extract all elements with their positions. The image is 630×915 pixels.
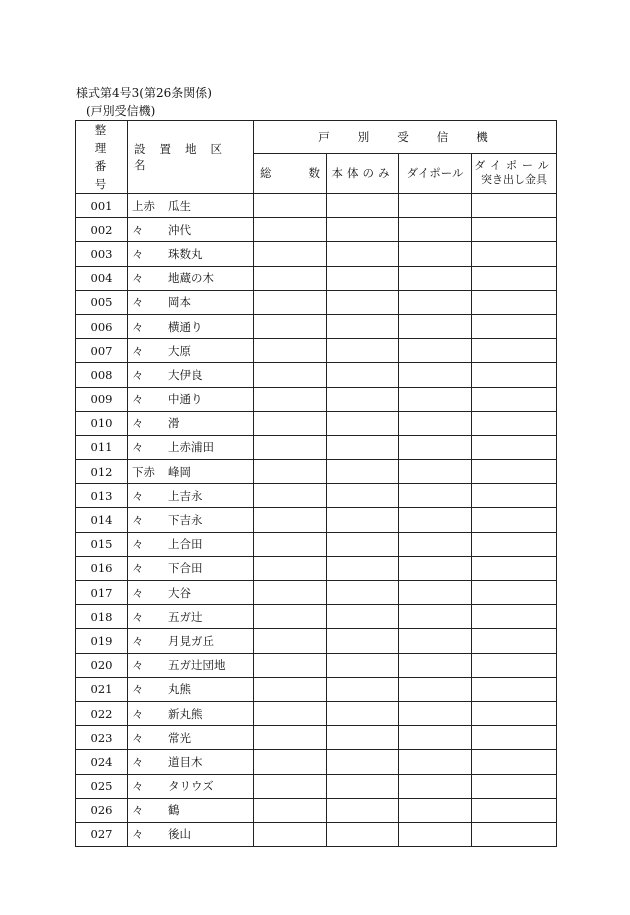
cell-dipole-bracket[interactable]: [472, 605, 557, 629]
row-location-name: 珠数丸: [168, 246, 203, 261]
form-title: 様式第4号3(第26条関係): [76, 86, 212, 100]
cell-dipole[interactable]: [399, 314, 472, 338]
row-location-prefix: 々: [132, 367, 144, 382]
row-number: 025: [76, 774, 128, 798]
row-location-name: 新丸熊: [168, 706, 203, 721]
row-location: [128, 701, 254, 725]
row-location: [128, 363, 254, 387]
cell-total[interactable]: [254, 798, 327, 822]
form-subtitle: (戸別受信機): [86, 104, 156, 118]
cell-body-only[interactable]: [327, 798, 399, 822]
cell-body-only[interactable]: [327, 290, 399, 314]
row-location-prefix: 々: [132, 537, 144, 552]
cell-total[interactable]: [254, 363, 327, 387]
row-location-prefix: 々: [132, 803, 144, 818]
table-row: [76, 242, 557, 266]
cell-body-only[interactable]: [327, 411, 399, 435]
row-location-prefix: 々: [132, 488, 144, 503]
cell-total[interactable]: [254, 218, 327, 242]
cell-total[interactable]: [254, 677, 327, 701]
row-location: [128, 339, 254, 363]
header-number-line1: 整 理: [94, 123, 121, 155]
table-row: [76, 822, 557, 846]
cell-total[interactable]: [254, 556, 327, 580]
row-location-name: 大伊良: [168, 367, 203, 382]
cell-dipole[interactable]: [399, 484, 472, 508]
cell-total[interactable]: [254, 726, 327, 750]
row-number: 019: [76, 629, 128, 653]
row-location-name: 岡本: [168, 295, 191, 310]
cell-total[interactable]: [254, 484, 327, 508]
header-total-left: 総: [260, 166, 272, 181]
cell-body-only[interactable]: [327, 194, 399, 218]
row-location: [128, 605, 254, 629]
row-location-prefix: 々: [132, 754, 144, 769]
cell-dipole[interactable]: [399, 339, 472, 363]
row-location: [128, 629, 254, 653]
cell-total[interactable]: [254, 532, 327, 556]
cell-dipole-bracket[interactable]: [472, 435, 557, 459]
row-location-prefix: 々: [132, 416, 144, 431]
cell-dipole[interactable]: [399, 701, 472, 725]
cell-total[interactable]: [254, 339, 327, 363]
cell-dipole[interactable]: [399, 242, 472, 266]
cell-body-only[interactable]: [327, 484, 399, 508]
cell-total[interactable]: [254, 194, 327, 218]
table-row: [76, 605, 557, 629]
row-location-prefix: 々: [132, 440, 144, 455]
row-number: 002: [76, 218, 128, 242]
cell-body-only[interactable]: [327, 339, 399, 363]
cell-dipole-bracket[interactable]: [472, 194, 557, 218]
row-location: [128, 266, 254, 290]
row-location-name: 道目木: [168, 754, 203, 769]
cell-body-only[interactable]: [327, 266, 399, 290]
cell-body-only[interactable]: [327, 822, 399, 846]
row-location-name: タリウズ: [168, 779, 214, 794]
cell-total[interactable]: [254, 387, 327, 411]
row-location-prefix: 々: [132, 682, 144, 697]
cell-dipole[interactable]: [399, 653, 472, 677]
cell-dipole[interactable]: [399, 218, 472, 242]
row-location-name: 下合田: [168, 561, 203, 576]
cell-total[interactable]: [254, 290, 327, 314]
cell-dipole[interactable]: [399, 726, 472, 750]
cell-dipole-bracket[interactable]: [472, 556, 557, 580]
row-location-prefix: 々: [132, 658, 144, 673]
row-location: [128, 411, 254, 435]
cell-dipole-bracket[interactable]: [472, 581, 557, 605]
table-row: [76, 677, 557, 701]
cell-dipole[interactable]: [399, 194, 472, 218]
table-row: [76, 218, 557, 242]
cell-dipole-bracket[interactable]: [472, 411, 557, 435]
table-row: [76, 435, 557, 459]
table-row: [76, 290, 557, 314]
cell-dipole-bracket[interactable]: [472, 532, 557, 556]
row-number: 018: [76, 605, 128, 629]
cell-dipole[interactable]: [399, 435, 472, 459]
row-number: 014: [76, 508, 128, 532]
table-row: [76, 653, 557, 677]
row-location-prefix: 々: [132, 585, 144, 600]
cell-dipole[interactable]: [399, 798, 472, 822]
row-number: 021: [76, 677, 128, 701]
table-row: [76, 532, 557, 556]
cell-body-only[interactable]: [327, 677, 399, 701]
cell-dipole-bracket[interactable]: [472, 242, 557, 266]
row-location-name: 滑: [168, 416, 180, 431]
row-location-prefix: 々: [132, 730, 144, 745]
row-number: 001: [76, 194, 128, 218]
cell-dipole[interactable]: [399, 266, 472, 290]
cell-dipole[interactable]: [399, 387, 472, 411]
cell-total[interactable]: [254, 581, 327, 605]
row-number: 005: [76, 290, 128, 314]
cell-body-only[interactable]: [327, 605, 399, 629]
cell-dipole[interactable]: [399, 460, 472, 484]
row-location-name: 地蔵の木: [168, 271, 214, 286]
row-location-prefix: 上赤: [132, 198, 155, 213]
table-row: [76, 629, 557, 653]
receiver-table: [75, 120, 557, 847]
header-body-only: 本体のみ: [327, 153, 399, 193]
row-location-prefix: 々: [132, 271, 144, 286]
row-location: [128, 218, 254, 242]
cell-dipole[interactable]: [399, 822, 472, 846]
table-row: [76, 508, 557, 532]
cell-body-only[interactable]: [327, 726, 399, 750]
cell-body-only[interactable]: [327, 581, 399, 605]
row-location-name: 五ガ辻団地: [168, 658, 226, 673]
row-location: [128, 194, 254, 218]
row-location: [128, 653, 254, 677]
row-number: 015: [76, 532, 128, 556]
row-location: [128, 581, 254, 605]
row-number: 010: [76, 411, 128, 435]
cell-total[interactable]: [254, 435, 327, 459]
row-number: 027: [76, 822, 128, 846]
cell-body-only[interactable]: [327, 532, 399, 556]
row-number: 012: [76, 460, 128, 484]
row-location-name: 横通り: [168, 319, 203, 334]
row-location: [128, 822, 254, 846]
cell-dipole-bracket[interactable]: [472, 387, 557, 411]
row-number: 020: [76, 653, 128, 677]
row-number: 013: [76, 484, 128, 508]
table-row: [76, 556, 557, 580]
row-number: 009: [76, 387, 128, 411]
cell-dipole-bracket[interactable]: [472, 822, 557, 846]
header-total-right: 数: [308, 166, 320, 181]
cell-total[interactable]: [254, 508, 327, 532]
cell-dipole-bracket[interactable]: [472, 508, 557, 532]
table-row: [76, 266, 557, 290]
cell-dipole-bracket[interactable]: [472, 339, 557, 363]
cell-dipole[interactable]: [399, 581, 472, 605]
row-location-name: 中通り: [168, 392, 203, 407]
row-location-name: 月見ガ丘: [168, 633, 214, 648]
row-location-name: 上吉永: [168, 488, 203, 503]
row-location: [128, 508, 254, 532]
row-location-name: 峰岡: [168, 464, 191, 479]
cell-body-only[interactable]: [327, 242, 399, 266]
table-row: [76, 460, 557, 484]
row-location-name: 大谷: [168, 585, 191, 600]
row-location-name: 瓜生: [168, 198, 191, 213]
row-location-prefix: 々: [132, 343, 144, 358]
cell-dipole[interactable]: [399, 629, 472, 653]
row-number: 004: [76, 266, 128, 290]
cell-body-only[interactable]: [327, 218, 399, 242]
row-location-prefix: 々: [132, 295, 144, 310]
cell-dipole-bracket[interactable]: [472, 726, 557, 750]
cell-dipole-bracket[interactable]: [472, 774, 557, 798]
cell-total[interactable]: [254, 460, 327, 484]
header-dipole-bracket-line1: ダイポール: [474, 159, 554, 173]
cell-dipole-bracket[interactable]: [472, 363, 557, 387]
cell-body-only[interactable]: [327, 629, 399, 653]
cell-dipole[interactable]: [399, 774, 472, 798]
row-number: 011: [76, 435, 128, 459]
table-row: [76, 581, 557, 605]
row-number: 017: [76, 581, 128, 605]
row-location-prefix: 々: [132, 561, 144, 576]
row-location: [128, 750, 254, 774]
cell-dipole[interactable]: [399, 363, 472, 387]
header-location: 設置地区名: [128, 121, 254, 194]
row-location: [128, 290, 254, 314]
row-location: [128, 532, 254, 556]
table-row: [76, 314, 557, 338]
table-row: [76, 774, 557, 798]
cell-body-only[interactable]: [327, 363, 399, 387]
row-location-name: 丸熊: [168, 682, 191, 697]
cell-body-only[interactable]: [327, 435, 399, 459]
cell-dipole[interactable]: [399, 532, 472, 556]
table-row: [76, 363, 557, 387]
cell-dipole-bracket[interactable]: [472, 290, 557, 314]
cell-body-only[interactable]: [327, 314, 399, 338]
cell-dipole[interactable]: [399, 290, 472, 314]
cell-dipole-bracket[interactable]: [472, 629, 557, 653]
table-row: [76, 387, 557, 411]
cell-dipole[interactable]: [399, 677, 472, 701]
table-row: [76, 750, 557, 774]
row-location-name: 後山: [168, 827, 191, 842]
row-location-prefix: 々: [132, 513, 144, 528]
cell-dipole-bracket[interactable]: [472, 460, 557, 484]
row-location-prefix: 々: [132, 609, 144, 624]
header-dipole: ダイポール: [399, 153, 472, 193]
cell-dipole[interactable]: [399, 556, 472, 580]
cell-total[interactable]: [254, 314, 327, 338]
header-dipole-bracket: [472, 153, 557, 193]
table-row: [76, 411, 557, 435]
cell-dipole-bracket[interactable]: [472, 798, 557, 822]
row-location-prefix: 々: [132, 827, 144, 842]
table-row: [76, 194, 557, 218]
row-location: [128, 798, 254, 822]
cell-body-only[interactable]: [327, 556, 399, 580]
row-location-prefix: 々: [132, 633, 144, 648]
row-location: [128, 726, 254, 750]
cell-body-only[interactable]: [327, 460, 399, 484]
header-receiver-group: 戸別受信機: [254, 121, 557, 154]
row-location: [128, 556, 254, 580]
row-location: [128, 677, 254, 701]
cell-dipole-bracket[interactable]: [472, 750, 557, 774]
cell-total[interactable]: [254, 242, 327, 266]
table-row: [76, 484, 557, 508]
row-location-prefix: 下赤: [132, 464, 155, 479]
row-location-name: 沖代: [168, 222, 191, 237]
row-location: [128, 387, 254, 411]
cell-body-only[interactable]: [327, 387, 399, 411]
row-location: [128, 774, 254, 798]
row-location: [128, 484, 254, 508]
row-location-prefix: 々: [132, 246, 144, 261]
table-row: [76, 701, 557, 725]
cell-dipole-bracket[interactable]: [472, 314, 557, 338]
cell-total[interactable]: [254, 750, 327, 774]
row-number: 024: [76, 750, 128, 774]
cell-dipole-bracket[interactable]: [472, 677, 557, 701]
cell-dipole-bracket[interactable]: [472, 218, 557, 242]
cell-dipole[interactable]: [399, 750, 472, 774]
cell-dipole-bracket[interactable]: [472, 484, 557, 508]
row-number: 026: [76, 798, 128, 822]
row-number: 023: [76, 726, 128, 750]
cell-dipole-bracket[interactable]: [472, 701, 557, 725]
row-number: 022: [76, 701, 128, 725]
cell-total[interactable]: [254, 411, 327, 435]
row-location-name: 常光: [168, 730, 191, 745]
cell-dipole[interactable]: [399, 508, 472, 532]
row-location-name: 大原: [168, 343, 191, 358]
cell-body-only[interactable]: [327, 653, 399, 677]
cell-body-only[interactable]: [327, 774, 399, 798]
row-location: [128, 242, 254, 266]
cell-total[interactable]: [254, 774, 327, 798]
row-location-name: 下吉永: [168, 513, 203, 528]
row-location-prefix: 々: [132, 779, 144, 794]
header-dipole-bracket-line2: 突き出し金具: [481, 173, 547, 187]
cell-dipole-bracket[interactable]: [472, 653, 557, 677]
table-body: [76, 194, 557, 847]
row-location-name: 上赤浦田: [168, 440, 214, 455]
cell-total[interactable]: [254, 701, 327, 725]
row-location-name: 上合田: [168, 537, 203, 552]
row-location-prefix: 々: [132, 222, 144, 237]
row-number: 008: [76, 363, 128, 387]
cell-total[interactable]: [254, 822, 327, 846]
row-location-prefix: 々: [132, 706, 144, 721]
row-number: 006: [76, 314, 128, 338]
row-number: 007: [76, 339, 128, 363]
cell-total[interactable]: [254, 266, 327, 290]
header-number: [76, 121, 128, 194]
row-location-name: 五ガ辻: [168, 609, 203, 624]
row-number: 003: [76, 242, 128, 266]
cell-body-only[interactable]: [327, 701, 399, 725]
header-total: [254, 153, 327, 193]
row-location-name: 鶴: [168, 803, 180, 818]
cell-total[interactable]: [254, 605, 327, 629]
row-location-prefix: 々: [132, 319, 144, 334]
cell-total[interactable]: [254, 629, 327, 653]
cell-body-only[interactable]: [327, 508, 399, 532]
cell-dipole[interactable]: [399, 411, 472, 435]
cell-body-only[interactable]: [327, 750, 399, 774]
row-location: [128, 460, 254, 484]
cell-dipole[interactable]: [399, 605, 472, 629]
row-location: [128, 435, 254, 459]
row-number: 016: [76, 556, 128, 580]
table-row: [76, 798, 557, 822]
row-location-prefix: 々: [132, 392, 144, 407]
table-row: [76, 726, 557, 750]
cell-dipole-bracket[interactable]: [472, 266, 557, 290]
table-row: [76, 339, 557, 363]
cell-total[interactable]: [254, 653, 327, 677]
row-location: [128, 314, 254, 338]
header-number-line2: 番 号: [94, 159, 121, 191]
